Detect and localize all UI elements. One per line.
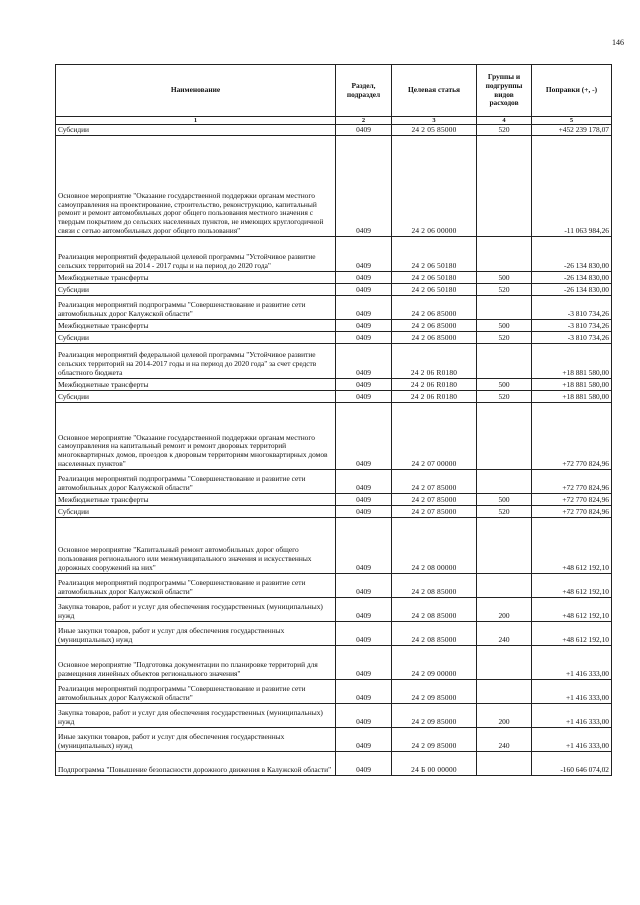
row-group: 500 — [477, 379, 532, 391]
row-amount: +1 416 333,00 — [532, 680, 612, 704]
row-amount: +72 770 824,96 — [532, 403, 612, 470]
table-row — [56, 598, 612, 622]
row-group: 500 — [477, 494, 532, 506]
row-amount: +48 612 192,10 — [532, 574, 612, 598]
table-row — [56, 272, 612, 284]
row-name: Межбюджетные трансферты — [56, 272, 336, 284]
col-number: 2 — [336, 117, 392, 125]
row-amount: +48 612 192,10 — [532, 622, 612, 646]
row-target: 24 2 06 50180 — [392, 237, 477, 272]
row-group — [477, 680, 532, 704]
table-row — [56, 622, 612, 646]
row-name: Реализация мероприятий федеральной целевой программы "Устойчивое развитие сельских территорий на 2014-2017 годы и на период до 2020 года" за счет средств областного бюджета — [56, 344, 336, 379]
row-target: 24 2 06 85000 — [392, 320, 477, 332]
row-section: 0409 — [336, 646, 392, 680]
row-target: 24 2 07 85000 — [392, 470, 477, 494]
row-group: 500 — [477, 320, 532, 332]
table-row — [56, 391, 612, 403]
row-amount: +48 612 192,10 — [532, 598, 612, 622]
row-name: Основное мероприятие "Оказание государственной поддержки органам местного самоуправления на проектирование, строительство, реконструкцию, капитальный ремонт и ремонт автомобильных дорог общего пользования местного значения с твердым покрытием до сельских населенных пунктов, не имеющих круглогодичной связи с сетью автомобильных дорог общего пользования" — [56, 136, 336, 237]
row-name: Основное мероприятие "Подготовка документации по планировке территорий для размещения линейных объектов регионального значения" — [56, 646, 336, 680]
row-name: Субсидии — [56, 391, 336, 403]
row-amount: -26 134 830,00 — [532, 237, 612, 272]
row-section: 0409 — [336, 518, 392, 574]
row-group — [477, 344, 532, 379]
row-name: Основное мероприятие "Оказание государственной поддержки органам местного самоуправления на капитальный ремонт и ремонт дворовых территорий многоквартирных домов, проездов к дворовым территориям многоквартирных домов населенных пунктов" — [56, 403, 336, 470]
table-row — [56, 296, 612, 320]
row-target: 24 2 06 00000 — [392, 136, 477, 237]
table-row — [56, 284, 612, 296]
header-group: Группы и подгруппы видов расходов — [477, 65, 532, 117]
row-target: 24 2 06 50180 — [392, 272, 477, 284]
row-amount: -3 810 734,26 — [532, 296, 612, 320]
row-name: Межбюджетные трансферты — [56, 379, 336, 391]
row-group — [477, 574, 532, 598]
table-row — [56, 518, 612, 574]
row-name: Субсидии — [56, 506, 336, 518]
row-name: Межбюджетные трансферты — [56, 494, 336, 506]
budget-table — [55, 64, 612, 776]
row-target: 24 2 08 85000 — [392, 598, 477, 622]
row-amount: -26 134 830,00 — [532, 272, 612, 284]
col-number: 1 — [56, 117, 336, 125]
row-target: 24 2 06 R0180 — [392, 391, 477, 403]
table-row — [56, 237, 612, 272]
row-section: 0409 — [336, 622, 392, 646]
row-target: 24 2 09 00000 — [392, 646, 477, 680]
row-target: 24 2 08 85000 — [392, 574, 477, 598]
row-section: 0409 — [336, 320, 392, 332]
table-row — [56, 646, 612, 680]
row-amount: +1 416 333,00 — [532, 704, 612, 728]
row-target: 24 2 06 R0180 — [392, 379, 477, 391]
table-row — [56, 752, 612, 776]
row-section: 0409 — [336, 272, 392, 284]
row-section: 0409 — [336, 136, 392, 237]
header-target: Целевая статья — [392, 65, 477, 117]
row-target: 24 2 09 85000 — [392, 728, 477, 752]
row-amount: +18 881 580,00 — [532, 391, 612, 403]
row-target: 24 2 06 85000 — [392, 332, 477, 344]
table-row — [56, 332, 612, 344]
row-group — [477, 296, 532, 320]
header-name: Наименование — [56, 65, 336, 117]
row-amount: +18 881 580,00 — [532, 379, 612, 391]
row-name: Реализация мероприятий подпрограммы "Совершенствование и развитие сети автомобильных дорог Калужской области" — [56, 680, 336, 704]
row-target: 24 2 09 85000 — [392, 680, 477, 704]
table-row — [56, 136, 612, 237]
row-name: Иные закупки товаров, работ и услуг для обеспечения государственных (муниципальных) нужд — [56, 622, 336, 646]
row-section: 0409 — [336, 752, 392, 776]
col-number: 3 — [392, 117, 477, 125]
row-group — [477, 470, 532, 494]
row-target: 24 Б 00 00000 — [392, 752, 477, 776]
header-section: Раздел, подраздел — [336, 65, 392, 117]
row-section: 0409 — [336, 379, 392, 391]
row-group: 520 — [477, 332, 532, 344]
row-section: 0409 — [336, 728, 392, 752]
table-row — [56, 125, 612, 136]
row-name: Основное мероприятие "Капитальный ремонт автомобильных дорог общего пользования регионального или межмуниципального значения и искусственных дорожных сооружений на них" — [56, 518, 336, 574]
row-name: Реализация мероприятий федеральной целевой программы "Устойчивое развитие сельских территорий на 2014 - 2017 годы и на период до 2020 года" — [56, 237, 336, 272]
row-section: 0409 — [336, 470, 392, 494]
row-name: Подпрограмма "Повышение безопасности дорожного движения в Калужской области" — [56, 752, 336, 776]
table-row — [56, 728, 612, 752]
row-section: 0409 — [336, 494, 392, 506]
row-amount: -160 646 074,02 — [532, 752, 612, 776]
row-name: Субсидии — [56, 332, 336, 344]
row-group: 240 — [477, 622, 532, 646]
row-section: 0409 — [336, 391, 392, 403]
row-amount: +452 239 178,07 — [532, 125, 612, 136]
row-amount: -11 063 984,26 — [532, 136, 612, 237]
row-group: 200 — [477, 704, 532, 728]
row-name: Межбюджетные трансферты — [56, 320, 336, 332]
row-target: 24 2 07 00000 — [392, 403, 477, 470]
row-amount: -3 810 734,26 — [532, 332, 612, 344]
row-target: 24 2 06 50180 — [392, 284, 477, 296]
row-section: 0409 — [336, 680, 392, 704]
row-amount: +72 770 824,96 — [532, 506, 612, 518]
row-name: Реализация мероприятий подпрограммы "Совершенствование и развитие сети автомобильных дорог Калужской области" — [56, 296, 336, 320]
page-number: 146 — [612, 38, 624, 47]
table-row — [56, 344, 612, 379]
row-group: 520 — [477, 506, 532, 518]
row-section: 0409 — [336, 125, 392, 136]
row-target: 24 2 06 85000 — [392, 296, 477, 320]
row-section: 0409 — [336, 598, 392, 622]
row-group: 520 — [477, 391, 532, 403]
row-name: Реализация мероприятий подпрограммы "Совершенствование и развитие сети автомобильных дорог Калужской области" — [56, 470, 336, 494]
row-target: 24 2 06 R0180 — [392, 344, 477, 379]
table-row — [56, 680, 612, 704]
table-row — [56, 470, 612, 494]
row-group — [477, 752, 532, 776]
row-amount: -3 810 734,26 — [532, 320, 612, 332]
row-section: 0409 — [336, 506, 392, 518]
row-group — [477, 518, 532, 574]
row-section: 0409 — [336, 403, 392, 470]
row-amount: +1 416 333,00 — [532, 728, 612, 752]
row-amount: +1 416 333,00 — [532, 646, 612, 680]
row-group — [477, 403, 532, 470]
row-name: Иные закупки товаров, работ и услуг для обеспечения государственных (муниципальных) нужд — [56, 728, 336, 752]
row-group: 520 — [477, 125, 532, 136]
row-section: 0409 — [336, 332, 392, 344]
row-section: 0409 — [336, 237, 392, 272]
row-group: 500 — [477, 272, 532, 284]
row-group: 240 — [477, 728, 532, 752]
row-amount: +72 770 824,96 — [532, 470, 612, 494]
row-amount: -26 134 830,00 — [532, 284, 612, 296]
table-row — [56, 494, 612, 506]
row-target: 24 2 05 85000 — [392, 125, 477, 136]
table-row — [56, 574, 612, 598]
row-section: 0409 — [336, 704, 392, 728]
row-amount: +18 881 580,00 — [532, 344, 612, 379]
row-group: 520 — [477, 284, 532, 296]
row-name: Субсидии — [56, 284, 336, 296]
table-row — [56, 403, 612, 470]
row-amount: +72 770 824,96 — [532, 494, 612, 506]
row-target: 24 2 07 85000 — [392, 494, 477, 506]
table-row — [56, 379, 612, 391]
row-target: 24 2 07 85000 — [392, 506, 477, 518]
row-target: 24 2 08 85000 — [392, 622, 477, 646]
table-row — [56, 704, 612, 728]
row-name: Субсидии — [56, 125, 336, 136]
row-group — [477, 136, 532, 237]
row-target: 24 2 09 85000 — [392, 704, 477, 728]
row-amount: +48 612 192,10 — [532, 518, 612, 574]
row-section: 0409 — [336, 574, 392, 598]
row-section: 0409 — [336, 344, 392, 379]
col-number: 5 — [532, 117, 612, 125]
row-section: 0409 — [336, 284, 392, 296]
row-name: Закупка товаров, работ и услуг для обеспечения государственных (муниципальных) нужд — [56, 598, 336, 622]
row-name: Реализация мероприятий подпрограммы "Совершенствование и развитие сети автомобильных дорог Калужской области" — [56, 574, 336, 598]
row-section: 0409 — [336, 296, 392, 320]
table-row — [56, 320, 612, 332]
table-row — [56, 506, 612, 518]
row-name: Закупка товаров, работ и услуг для обеспечения государственных (муниципальных) нужд — [56, 704, 336, 728]
header-amount: Поправки (+, -) — [532, 65, 612, 117]
col-number: 4 — [477, 117, 532, 125]
row-group: 200 — [477, 598, 532, 622]
row-target: 24 2 08 00000 — [392, 518, 477, 574]
row-group — [477, 237, 532, 272]
row-group — [477, 646, 532, 680]
